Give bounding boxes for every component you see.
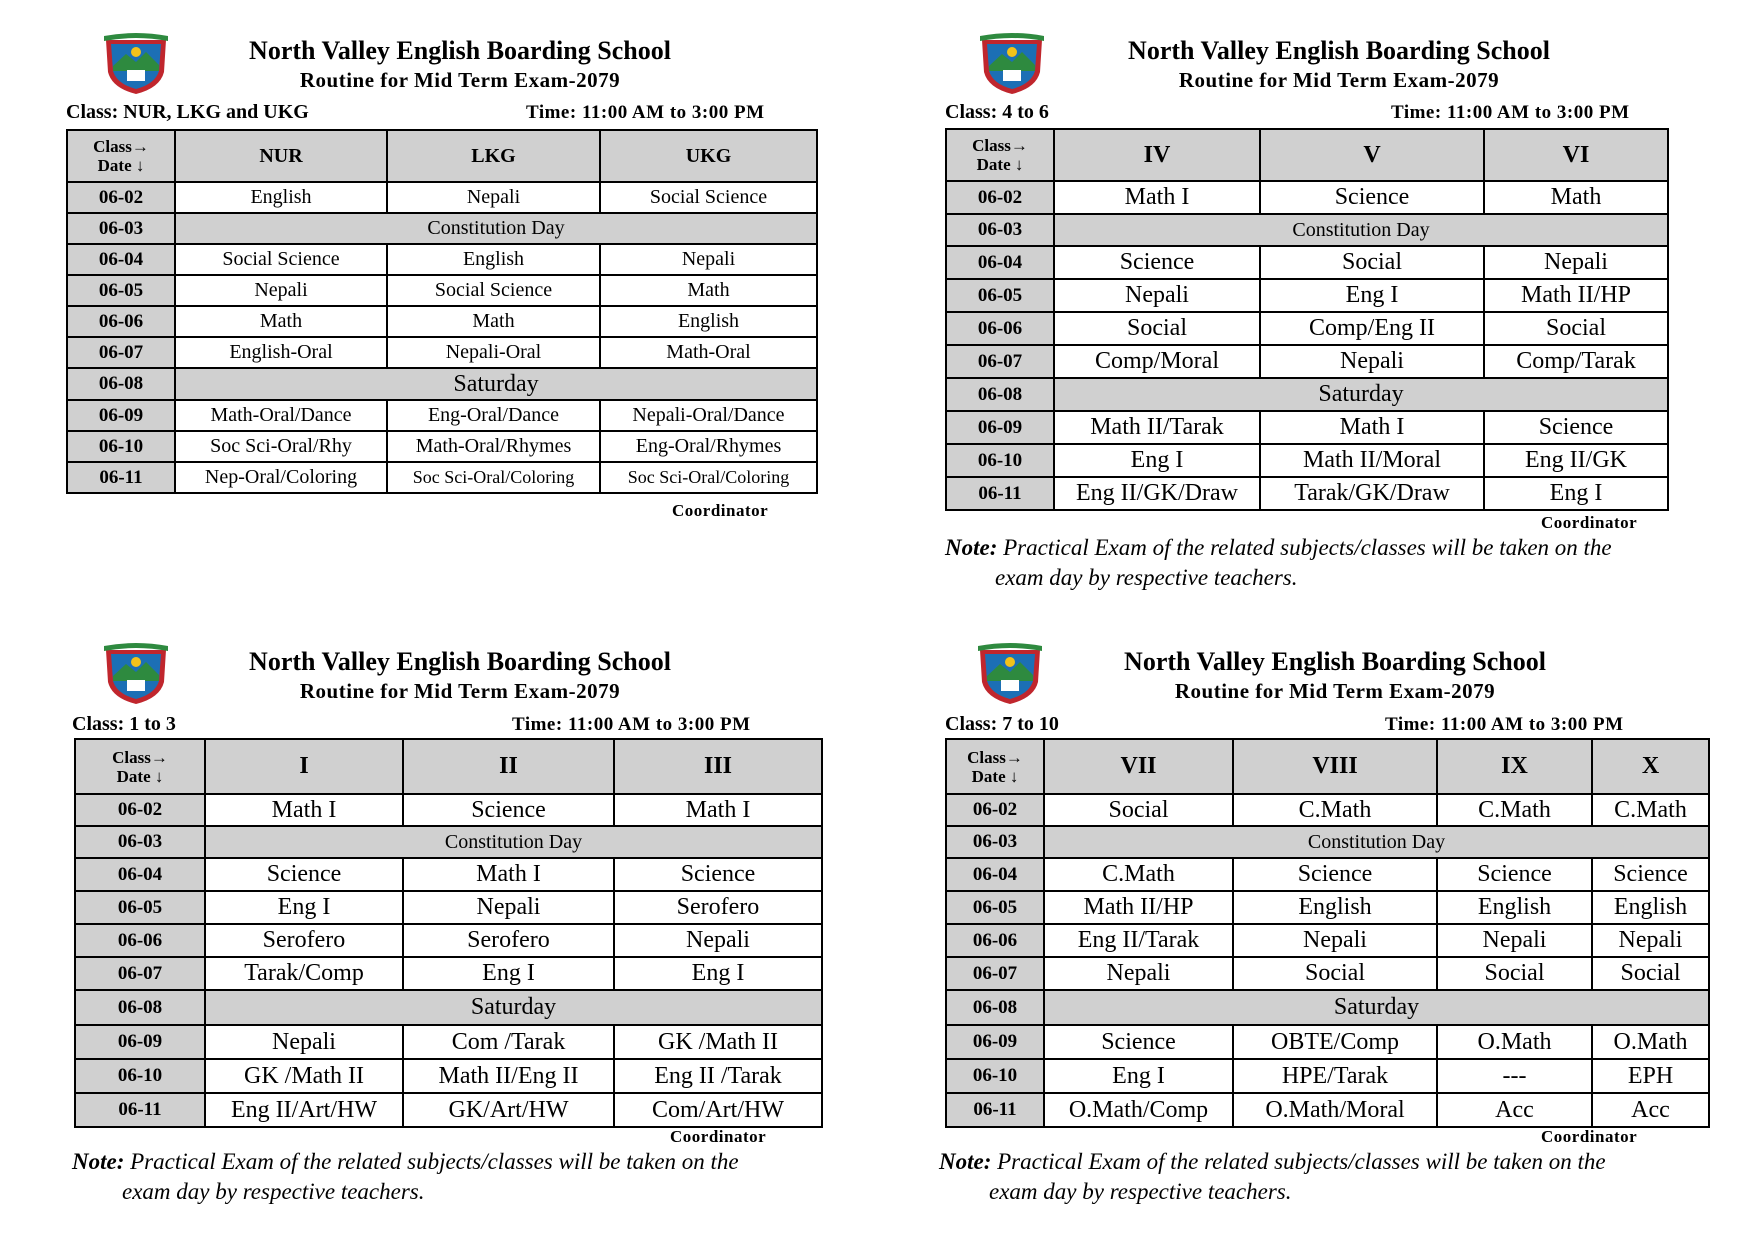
subject-cell: EPH [1592, 1059, 1709, 1093]
holiday-cell: Constitution Day [205, 826, 822, 858]
date-cell: 06-07 [75, 957, 205, 990]
subject-cell: Nepali [1592, 924, 1709, 957]
subject-cell: Acc [1437, 1093, 1592, 1127]
date-cell: 06-07 [67, 337, 175, 368]
exam-time: Time: 11:00 AM to 3:00 PM [1385, 714, 1624, 735]
subject-cell: Eng I [1260, 279, 1484, 312]
subject-cell: Social Science [387, 275, 600, 306]
practical-exam-note [72, 1147, 862, 1207]
table-row [75, 826, 822, 858]
note-line-1: Practical Exam of the related subjects/classes will be taken on the [130, 1149, 739, 1174]
subject-cell: Acc [1592, 1093, 1709, 1127]
date-cell: 06-08 [67, 368, 175, 400]
date-cell: 06-02 [946, 181, 1054, 214]
subject-cell: Com/Art/HW [614, 1093, 822, 1127]
subject-cell: English [1233, 891, 1437, 924]
table-row [67, 213, 817, 244]
column-header: IX [1437, 739, 1592, 794]
subject-cell: English [387, 244, 600, 275]
class-label: Class: 4 to 6 [945, 101, 1049, 123]
subject-cell: Nepali [1054, 279, 1260, 312]
subject-cell: Math-Oral/Dance [175, 400, 387, 431]
subject-cell: English [175, 182, 387, 213]
holiday-cell: Saturday [1054, 378, 1668, 411]
subject-cell: GK /Math II [205, 1059, 403, 1093]
subject-cell: Eng I [1054, 444, 1260, 477]
subject-cell: Math [387, 306, 600, 337]
subject-cell: Math I [403, 858, 614, 891]
date-cell: 06-09 [946, 411, 1054, 444]
table-row [946, 794, 1709, 826]
subject-cell: Soc Sci-Oral/Coloring [387, 462, 600, 493]
subject-cell: Nepali [1484, 246, 1668, 279]
date-cell: 06-03 [946, 826, 1044, 858]
subject-cell: Social [1054, 312, 1260, 345]
note-label: Note: [939, 1149, 992, 1174]
column-header: VIII [1233, 739, 1437, 794]
subject-cell: Comp/Eng II [1260, 312, 1484, 345]
holiday-cell: Constitution Day [1044, 826, 1709, 858]
table-row [67, 400, 817, 431]
date-cell: 06-07 [946, 957, 1044, 990]
subject-cell: Serofero [614, 891, 822, 924]
subject-cell: Math II/Eng II [403, 1059, 614, 1093]
date-cell: 06-11 [946, 477, 1054, 510]
subject-cell: Science [614, 858, 822, 891]
note-label: Note: [945, 535, 998, 560]
class-label: Class: NUR, LKG and UKG [66, 101, 309, 123]
column-header: III [614, 739, 822, 794]
table-row [946, 444, 1668, 477]
note-line-1: Practical Exam of the related subjects/classes will be taken on the [1003, 535, 1612, 560]
exam-time: Time: 11:00 AM to 3:00 PM [512, 714, 751, 735]
coordinator-label: Coordinator [672, 501, 769, 520]
subject-cell: Math I [1260, 411, 1484, 444]
note-line-2: exam day by respective teachers. [995, 565, 1298, 590]
subject-cell: O.Math [1592, 1025, 1709, 1059]
subject-cell: Nepali [175, 275, 387, 306]
subject-cell: English-Oral [175, 337, 387, 368]
table-row [946, 826, 1709, 858]
subject-cell: English [600, 306, 817, 337]
table-row [75, 1025, 822, 1059]
subject-cell: Nepali [205, 1025, 403, 1059]
date-cell: 06-08 [946, 990, 1044, 1025]
school-name: North Valley English Boarding School [1124, 647, 1546, 676]
note-line-2: exam day by respective teachers. [989, 1179, 1292, 1204]
exam-time: Time: 11:00 AM to 3:00 PM [526, 102, 765, 123]
date-cell: 06-05 [67, 275, 175, 306]
table-row [946, 957, 1709, 990]
subject-cell: Tarak/Comp [205, 957, 403, 990]
date-cell: 06-05 [75, 891, 205, 924]
subject-cell: Science [1054, 246, 1260, 279]
routine-sheet-1-3 [0, 620, 877, 1240]
date-cell: 06-03 [946, 214, 1054, 246]
subject-cell: Science [1233, 858, 1437, 891]
table-row [946, 1093, 1709, 1127]
table-row [946, 924, 1709, 957]
subject-cell: Math II/Tarak [1054, 411, 1260, 444]
corner-top: Class→ [967, 747, 1023, 767]
date-cell: 06-03 [67, 213, 175, 244]
coordinator-label: Coordinator [1541, 1127, 1638, 1146]
subject-cell: Social [1437, 957, 1592, 990]
routine-sheet-nur-ukg [0, 0, 877, 620]
practical-exam-note [939, 1147, 1729, 1207]
subject-cell: Math I [614, 794, 822, 826]
table-row [67, 368, 817, 400]
table-row [946, 1059, 1709, 1093]
subject-cell: O.Math/Moral [1233, 1093, 1437, 1127]
subject-cell: C.Math [1044, 858, 1233, 891]
subject-cell: Eng II /Tarak [614, 1059, 822, 1093]
table-row [946, 246, 1668, 279]
subject-cell: Nepali [403, 891, 614, 924]
date-cell: 06-10 [946, 444, 1054, 477]
table-row [946, 181, 1668, 214]
table-row [75, 891, 822, 924]
corner-bottom: Date ↓ [971, 766, 1019, 786]
table-row [75, 1059, 822, 1093]
subject-cell: Comp/Tarak [1484, 345, 1668, 378]
column-header: UKG [600, 130, 817, 182]
date-cell: 06-11 [75, 1093, 205, 1127]
date-cell: 06-06 [67, 306, 175, 337]
subject-cell: Nepali [1044, 957, 1233, 990]
subject-cell: Eng II/GK [1484, 444, 1668, 477]
corner-header [946, 129, 1054, 181]
corner-bottom: Date ↓ [116, 766, 164, 786]
routine-sheet-7-10 [877, 620, 1754, 1240]
subject-cell: Nepali-Oral [387, 337, 600, 368]
subject-cell: HPE/Tarak [1233, 1059, 1437, 1093]
subject-cell: Science [1044, 1025, 1233, 1059]
subject-cell: Eng II/Tarak [1044, 924, 1233, 957]
table-row [75, 858, 822, 891]
column-header: VII [1044, 739, 1233, 794]
holiday-cell: Constitution Day [1054, 214, 1668, 246]
date-cell: 06-08 [75, 990, 205, 1025]
school-name: North Valley English Boarding School [249, 647, 671, 676]
subject-cell: Com /Tarak [403, 1025, 614, 1059]
exam-title: Routine for Mid Term Exam-2079 [1174, 679, 1496, 703]
subject-cell: Nepali [600, 244, 817, 275]
date-cell: 06-06 [946, 312, 1054, 345]
table-row [67, 306, 817, 337]
table-row [75, 990, 822, 1025]
subject-cell: Social Science [175, 244, 387, 275]
subject-cell: Eng-Oral/Rhymes [600, 431, 817, 462]
table-row [75, 957, 822, 990]
subject-cell: O.Math [1437, 1025, 1592, 1059]
note-line-2: exam day by respective teachers. [122, 1179, 425, 1204]
subject-cell: Nepali [614, 924, 822, 957]
subject-cell: Math-Oral [600, 337, 817, 368]
subject-cell: C.Math [1437, 794, 1592, 826]
corner-header [946, 739, 1044, 794]
subject-cell: Eng-Oral/Dance [387, 400, 600, 431]
holiday-cell: Constitution Day [175, 213, 817, 244]
subject-cell: Soc Sci-Oral/Rhy [175, 431, 387, 462]
column-header: LKG [387, 130, 600, 182]
table-row [75, 794, 822, 826]
table-row [946, 214, 1668, 246]
subject-cell: C.Math [1592, 794, 1709, 826]
date-cell: 06-09 [75, 1025, 205, 1059]
table-row [946, 858, 1709, 891]
subject-cell: Social [1592, 957, 1709, 990]
subject-cell: Science [1437, 858, 1592, 891]
subject-cell: Math II/HP [1044, 891, 1233, 924]
exam-time: Time: 11:00 AM to 3:00 PM [1391, 102, 1630, 123]
date-cell: 06-02 [946, 794, 1044, 826]
routine-sheet-4-6 [877, 0, 1754, 620]
corner-top: Class→ [93, 137, 149, 156]
subject-cell: Science [1260, 181, 1484, 214]
table-row [946, 477, 1668, 510]
subject-cell: Serofero [205, 924, 403, 957]
table-row [946, 345, 1668, 378]
class-label: Class: 1 to 3 [72, 713, 176, 735]
date-cell: 06-08 [946, 378, 1054, 411]
column-header: II [403, 739, 614, 794]
holiday-cell: Saturday [205, 990, 822, 1025]
date-cell: 06-05 [946, 891, 1044, 924]
corner-top: Class→ [972, 136, 1028, 155]
note-line-1: Practical Exam of the related subjects/classes will be taken on the [997, 1149, 1606, 1174]
subject-cell: English [1437, 891, 1592, 924]
subject-cell: Nep-Oral/Coloring [175, 462, 387, 493]
date-cell: 06-09 [67, 400, 175, 431]
table-row [67, 337, 817, 368]
subject-cell: Social [1233, 957, 1437, 990]
routine-table [945, 128, 1669, 511]
date-cell: 06-11 [67, 462, 175, 493]
subject-cell: Social [1044, 794, 1233, 826]
table-row [946, 378, 1668, 411]
subject-cell: Eng I [614, 957, 822, 990]
table-row [946, 279, 1668, 312]
subject-cell: Math II/Moral [1260, 444, 1484, 477]
date-cell: 06-10 [75, 1059, 205, 1093]
table-row [946, 891, 1709, 924]
date-cell: 06-09 [946, 1025, 1044, 1059]
subject-cell: Nepali [387, 182, 600, 213]
subject-cell: Nepali [1233, 924, 1437, 957]
column-header: V [1260, 129, 1484, 181]
table-row [67, 244, 817, 275]
class-label: Class: 7 to 10 [945, 713, 1059, 735]
table-row [75, 924, 822, 957]
date-cell: 06-05 [946, 279, 1054, 312]
subject-cell: Math [1484, 181, 1668, 214]
subject-cell: Nepali [1260, 345, 1484, 378]
date-cell: 06-11 [946, 1093, 1044, 1127]
subject-cell: OBTE/Comp [1233, 1025, 1437, 1059]
date-cell: 06-07 [946, 345, 1054, 378]
subject-cell: GK/Art/HW [403, 1093, 614, 1127]
subject-cell: Science [1484, 411, 1668, 444]
subject-cell: English [1592, 891, 1709, 924]
date-cell: 06-04 [75, 858, 205, 891]
table-row [75, 1093, 822, 1127]
routine-table [66, 129, 818, 494]
corner-header [75, 739, 205, 794]
subject-cell: Math [600, 275, 817, 306]
corner-bottom: Date ↓ [976, 155, 1024, 174]
table-row [67, 462, 817, 493]
subject-cell: Science [403, 794, 614, 826]
table-row [67, 275, 817, 306]
subject-cell: C.Math [1233, 794, 1437, 826]
holiday-cell: Saturday [1044, 990, 1709, 1025]
subject-cell: Science [205, 858, 403, 891]
note-label: Note: [72, 1149, 125, 1174]
table-row [67, 182, 817, 213]
date-cell: 06-06 [946, 924, 1044, 957]
date-cell: 06-02 [67, 182, 175, 213]
column-header: IV [1054, 129, 1260, 181]
exam-title: Routine for Mid Term Exam-2079 [299, 679, 621, 703]
subject-cell: --- [1437, 1059, 1592, 1093]
routine-table [945, 738, 1710, 1128]
table-row [946, 1025, 1709, 1059]
subject-cell: Comp/Moral [1054, 345, 1260, 378]
table-row [946, 990, 1709, 1025]
subject-cell: Social [1260, 246, 1484, 279]
practical-exam-note [945, 533, 1725, 593]
subject-cell: Science [1592, 858, 1709, 891]
subject-cell: Tarak/GK/Draw [1260, 477, 1484, 510]
subject-cell: Math II/HP [1484, 279, 1668, 312]
date-cell: 06-04 [946, 246, 1054, 279]
coordinator-label: Coordinator [670, 1127, 767, 1146]
subject-cell: Math [175, 306, 387, 337]
date-cell: 06-03 [75, 826, 205, 858]
exam-title: Routine for Mid Term Exam-2079 [1178, 68, 1500, 92]
subject-cell: Eng II/Art/HW [205, 1093, 403, 1127]
table-row [946, 411, 1668, 444]
column-header: VI [1484, 129, 1668, 181]
date-cell: 06-10 [67, 431, 175, 462]
date-cell: 06-04 [946, 858, 1044, 891]
subject-cell: Math-Oral/Rhymes [387, 431, 600, 462]
subject-cell: GK /Math II [614, 1025, 822, 1059]
subject-cell: Serofero [403, 924, 614, 957]
subject-cell: O.Math/Comp [1044, 1093, 1233, 1127]
subject-cell: Math I [205, 794, 403, 826]
date-cell: 06-10 [946, 1059, 1044, 1093]
coordinator-label: Coordinator [1541, 513, 1638, 532]
subject-cell: Eng I [205, 891, 403, 924]
school-name: North Valley English Boarding School [249, 36, 671, 65]
subject-cell: Math I [1054, 181, 1260, 214]
date-cell: 06-04 [67, 244, 175, 275]
column-header: X [1592, 739, 1709, 794]
corner-bottom: Date ↓ [97, 156, 145, 175]
subject-cell: Nepali [1437, 924, 1592, 957]
date-cell: 06-02 [75, 794, 205, 826]
table-row [946, 312, 1668, 345]
school-name: North Valley English Boarding School [1128, 36, 1550, 65]
subject-cell: Eng I [403, 957, 614, 990]
routine-table [74, 738, 823, 1128]
subject-cell: Eng II/GK/Draw [1054, 477, 1260, 510]
exam-title: Routine for Mid Term Exam-2079 [299, 68, 621, 92]
subject-cell: Eng I [1484, 477, 1668, 510]
subject-cell: Social Science [600, 182, 817, 213]
table-row [67, 431, 817, 462]
subject-cell: Nepali-Oral/Dance [600, 400, 817, 431]
holiday-cell: Saturday [175, 368, 817, 400]
column-header: I [205, 739, 403, 794]
corner-top: Class→ [112, 747, 168, 767]
date-cell: 06-06 [75, 924, 205, 957]
subject-cell: Social [1484, 312, 1668, 345]
subject-cell: Soc Sci-Oral/Coloring [600, 462, 817, 493]
column-header: NUR [175, 130, 387, 182]
subject-cell: Eng I [1044, 1059, 1233, 1093]
corner-header [67, 130, 175, 182]
